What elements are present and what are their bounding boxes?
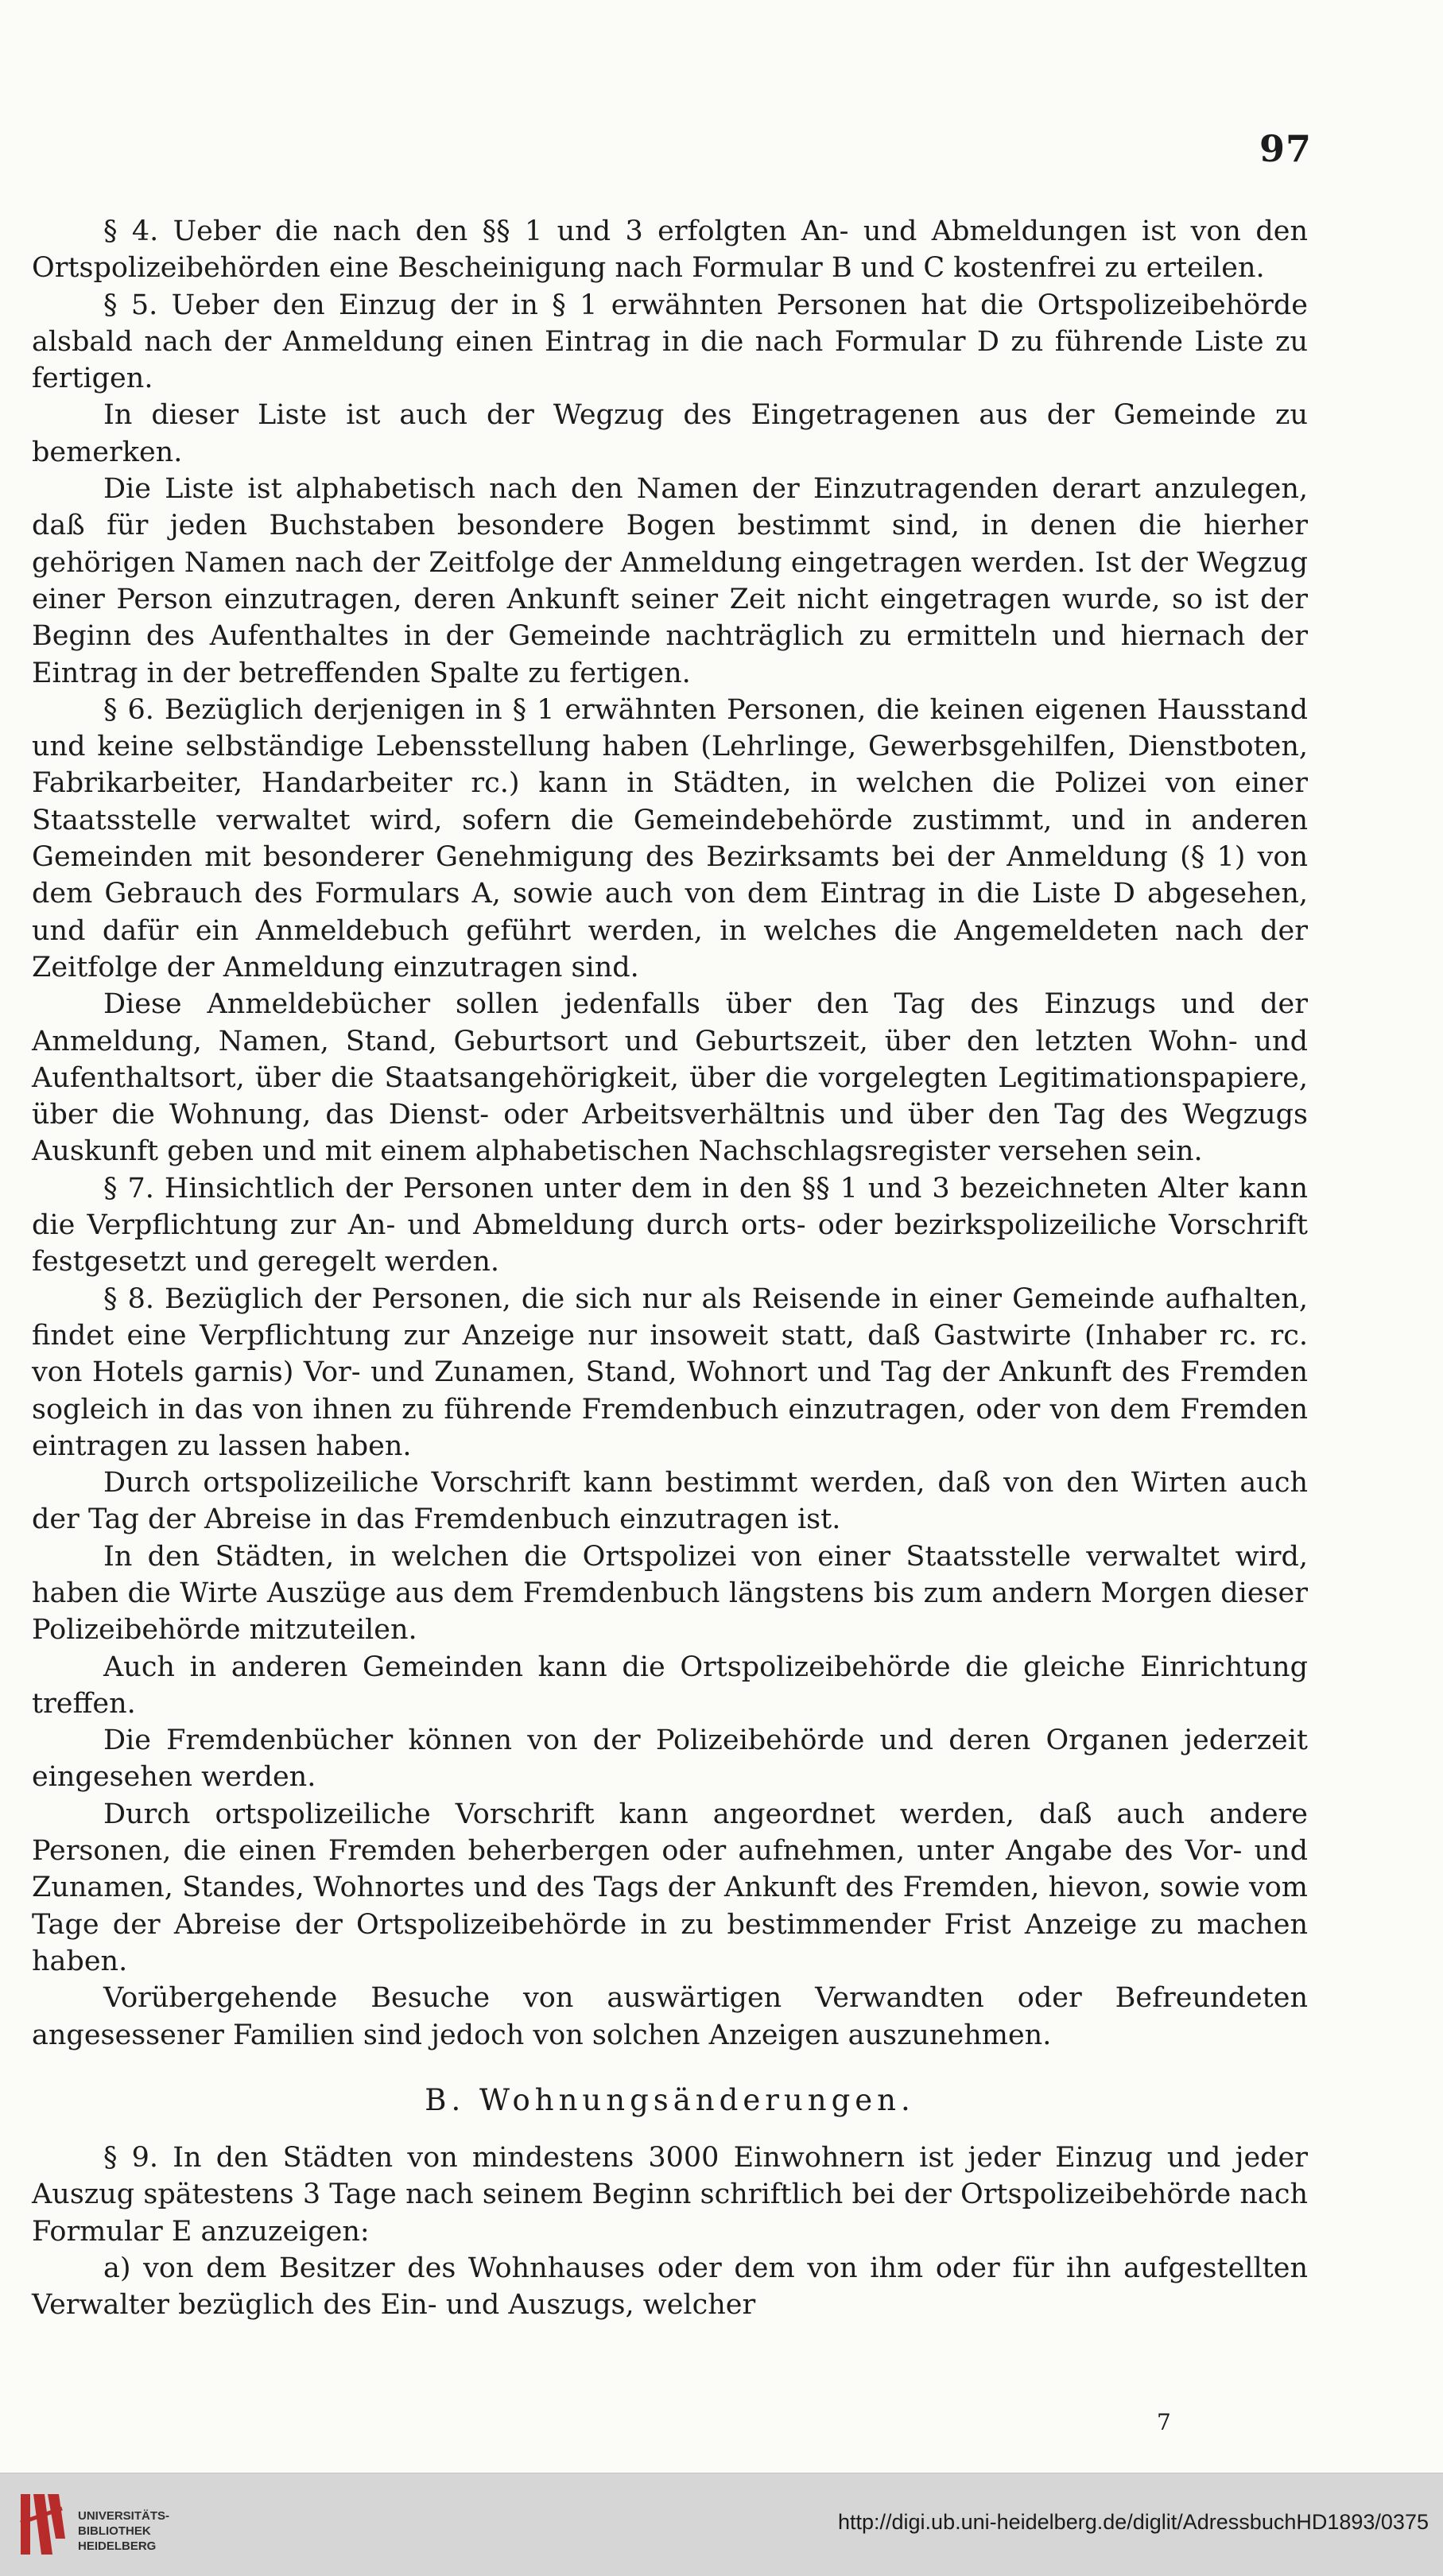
paragraph-s5: § 5. Ueber den Einzug der in § 1 erwähnten Personen hat die Ortspolizeibehörde alsbald nach der Anmeldung einen Eintrag in die nach Formular D zu führende Liste zu fertigen. xyxy=(32,289,1308,395)
section-heading: B. Wohnungsänderungen. xyxy=(425,2082,915,2117)
paragraph-s8-gemeinden: Auch in anderen Gemeinden kann die Ortspolizeibehörde die gleiche Einrichtung treffen. xyxy=(32,1651,1308,1720)
paragraph-s8-staedte: In den Städten, in welchen die Ortspolizei von einer Staatsstelle verwaltet wird, haben die Wirte Auszüge aus dem Fremdenbuch längstens bis zum andern Morgen dieser Polizeibehörde mitzuteilen. xyxy=(32,1540,1308,1647)
logo-line: UNIVERSITÄTS- xyxy=(78,2509,170,2523)
library-emblem-icon xyxy=(16,2491,68,2558)
paragraph-s5-wegzug: In dieser Liste ist auch der Wegzug des Eingetragenen aus der Gemeinde zu bemerken. xyxy=(32,399,1308,468)
paragraph-s6: § 6. Bezüglich derjenigen in § 1 erwähnten Personen, die keinen eigenen Hausstand und keine selbständige Lebensstellung haben (Lehrlinge, Gewerbsgehilfen, Dienstboten, Fabrikarbeiter, Handarbeiter rc.) kann in Städten, in welchen die Polizei von einer Staatsstelle verwaltet wird, sofern die Gemeindebehörde zustimmt, und in anderen Gemeinden mit besonderer Genehmigung des Bezirksamts bei der Anmeldung (§ 1) von dem Gebrauch des Formulars A, sowie auch von dem Eintrag in die Liste D abgesehen, und dafür ein Anmeldebuch geführt werden, in welches die Angemeldeten nach der Zeitfolge der Anmeldung einzutragen sind. xyxy=(32,693,1308,983)
paragraph-s8: § 8. Bezüglich der Personen, die sich nur als Reisende in einer Gemeinde aufhalten, findet eine Verpflichtung zur Anzeige nur insoweit statt, daß Gastwirte (Inhaber rc. rc. von Hotels garnis) Vor- und Zunamen, Stand, Wohnort und Tag der Ankunft des Fremden sogleich in das von ihnen zu führende Fremdenbuch einzutragen, oder von dem Fremden eintragen zu lassen haben. xyxy=(32,1282,1308,1462)
page-number: 97 xyxy=(1259,127,1312,170)
library-name xyxy=(78,2508,169,2554)
library-logo[interactable] xyxy=(16,2488,191,2563)
paragraph-s8-fremdenbuecher: Die Fremdenbücher können von der Polizeibehörde und deren Organen jederzeit eingesehen werden. xyxy=(32,1724,1308,1794)
footer-bar xyxy=(0,2473,1443,2576)
paragraph-s5-liste: Die Liste ist alphabetisch nach den Namen der Einzutragenden derart anzulegen, daß für jeden Buchstaben besondere Bogen bestimmt sind, in denen die hierher gehörigen Namen nach der Zeitfolge der Anmeldung eingetragen werden. Ist der Wegzug einer Person einzutragen, deren Ankunft seiner Zeit nicht eingetragen wurde, so ist der Beginn des Aufenthaltes in der Gemeinde nachträglich zu ermitteln und hiernach der Eintrag in der betreffenden Spalte zu fertigen. xyxy=(32,473,1308,689)
paragraph-s4: § 4. Ueber die nach den §§ 1 und 3 erfolgten An- und Abmeldungen ist von den Ortspolizeibehörden eine Bescheinigung nach Formular B und C kostenfrei zu erteilen. xyxy=(32,215,1308,285)
source-url-link[interactable]: http://digi.ub.uni-heidelberg.de/diglit/AdressbuchHD1893/0375 xyxy=(837,2510,1429,2534)
logo-line: HEIDELBERG xyxy=(78,2539,157,2553)
logo-line: BIBLIOTHEK xyxy=(78,2524,151,2538)
signature-mark: 7 xyxy=(1157,2409,1171,2435)
paragraph-s8-besuche: Vorübergehende Besuche von auswärtigen Verwandten oder Befreundeten angesessener Familien sind jedoch von solchen Anzeigen auszunehmen. xyxy=(32,1982,1308,2051)
paragraph-s6-anmeldebuecher: Diese Anmeldebücher sollen jedenfalls über den Tag des Einzugs und der Anmeldung, Namen, Stand, Geburtsort und Geburtszeit, über den letzten Wohn- und Aufenthaltsort, über die Staatsangehörigkeit, über die vorgelegten Legitimationspapiere, über die Wohnung, das Dienst- oder Arbeitsverhältnis und über den Tag des Wegzugs Auskunft geben und mit einem alphabetischen Nachschlagsregister versehen sein. xyxy=(32,988,1308,1168)
paragraph-s9-a: a) von dem Besitzer des Wohnhauses oder dem von ihm oder für ihn aufgestellten Verwalter bezüglich des Ein- und Auszugs, welcher xyxy=(32,2252,1308,2322)
page-body xyxy=(32,213,1308,2324)
paragraph-s7: § 7. Hinsichtlich der Personen unter dem in den §§ 1 und 3 bezeichneten Alter kann die Verpflichtung zur An- und Abmeldung durch orts- oder bezirkspolizeiliche Vorschrift festgesetzt und geregelt werden. xyxy=(32,1172,1308,1278)
paragraph-s8-andere-personen: Durch ortspolizeiliche Vorschrift kann angeordnet werden, daß auch andere Personen, die einen Fremden beherbergen oder aufnehmen, unter Angabe des Vor- und Zunamen, Standes, Wohnortes und des Tags der Ankunft des Fremden, hievon, sowie vom Tage der Abreise der Ortspolizeibehörde in zu bestimmender Frist Anzeige zu machen haben. xyxy=(32,1798,1308,1977)
paragraph-s9: § 9. In den Städten von mindestens 3000 Einwohnern ist jeder Einzug und jeder Auszug spätestens 3 Tage nach seinem Beginn schriftlich bei der Ortspolizeibehörde nach Formular E anzuzeigen: xyxy=(32,2142,1308,2248)
paragraph-s8-abreise: Durch ortspolizeiliche Vorschrift kann bestimmt werden, daß von den Wirten auch der Tag der Abreise in das Fremdenbuch einzutragen ist. xyxy=(32,1467,1308,1536)
